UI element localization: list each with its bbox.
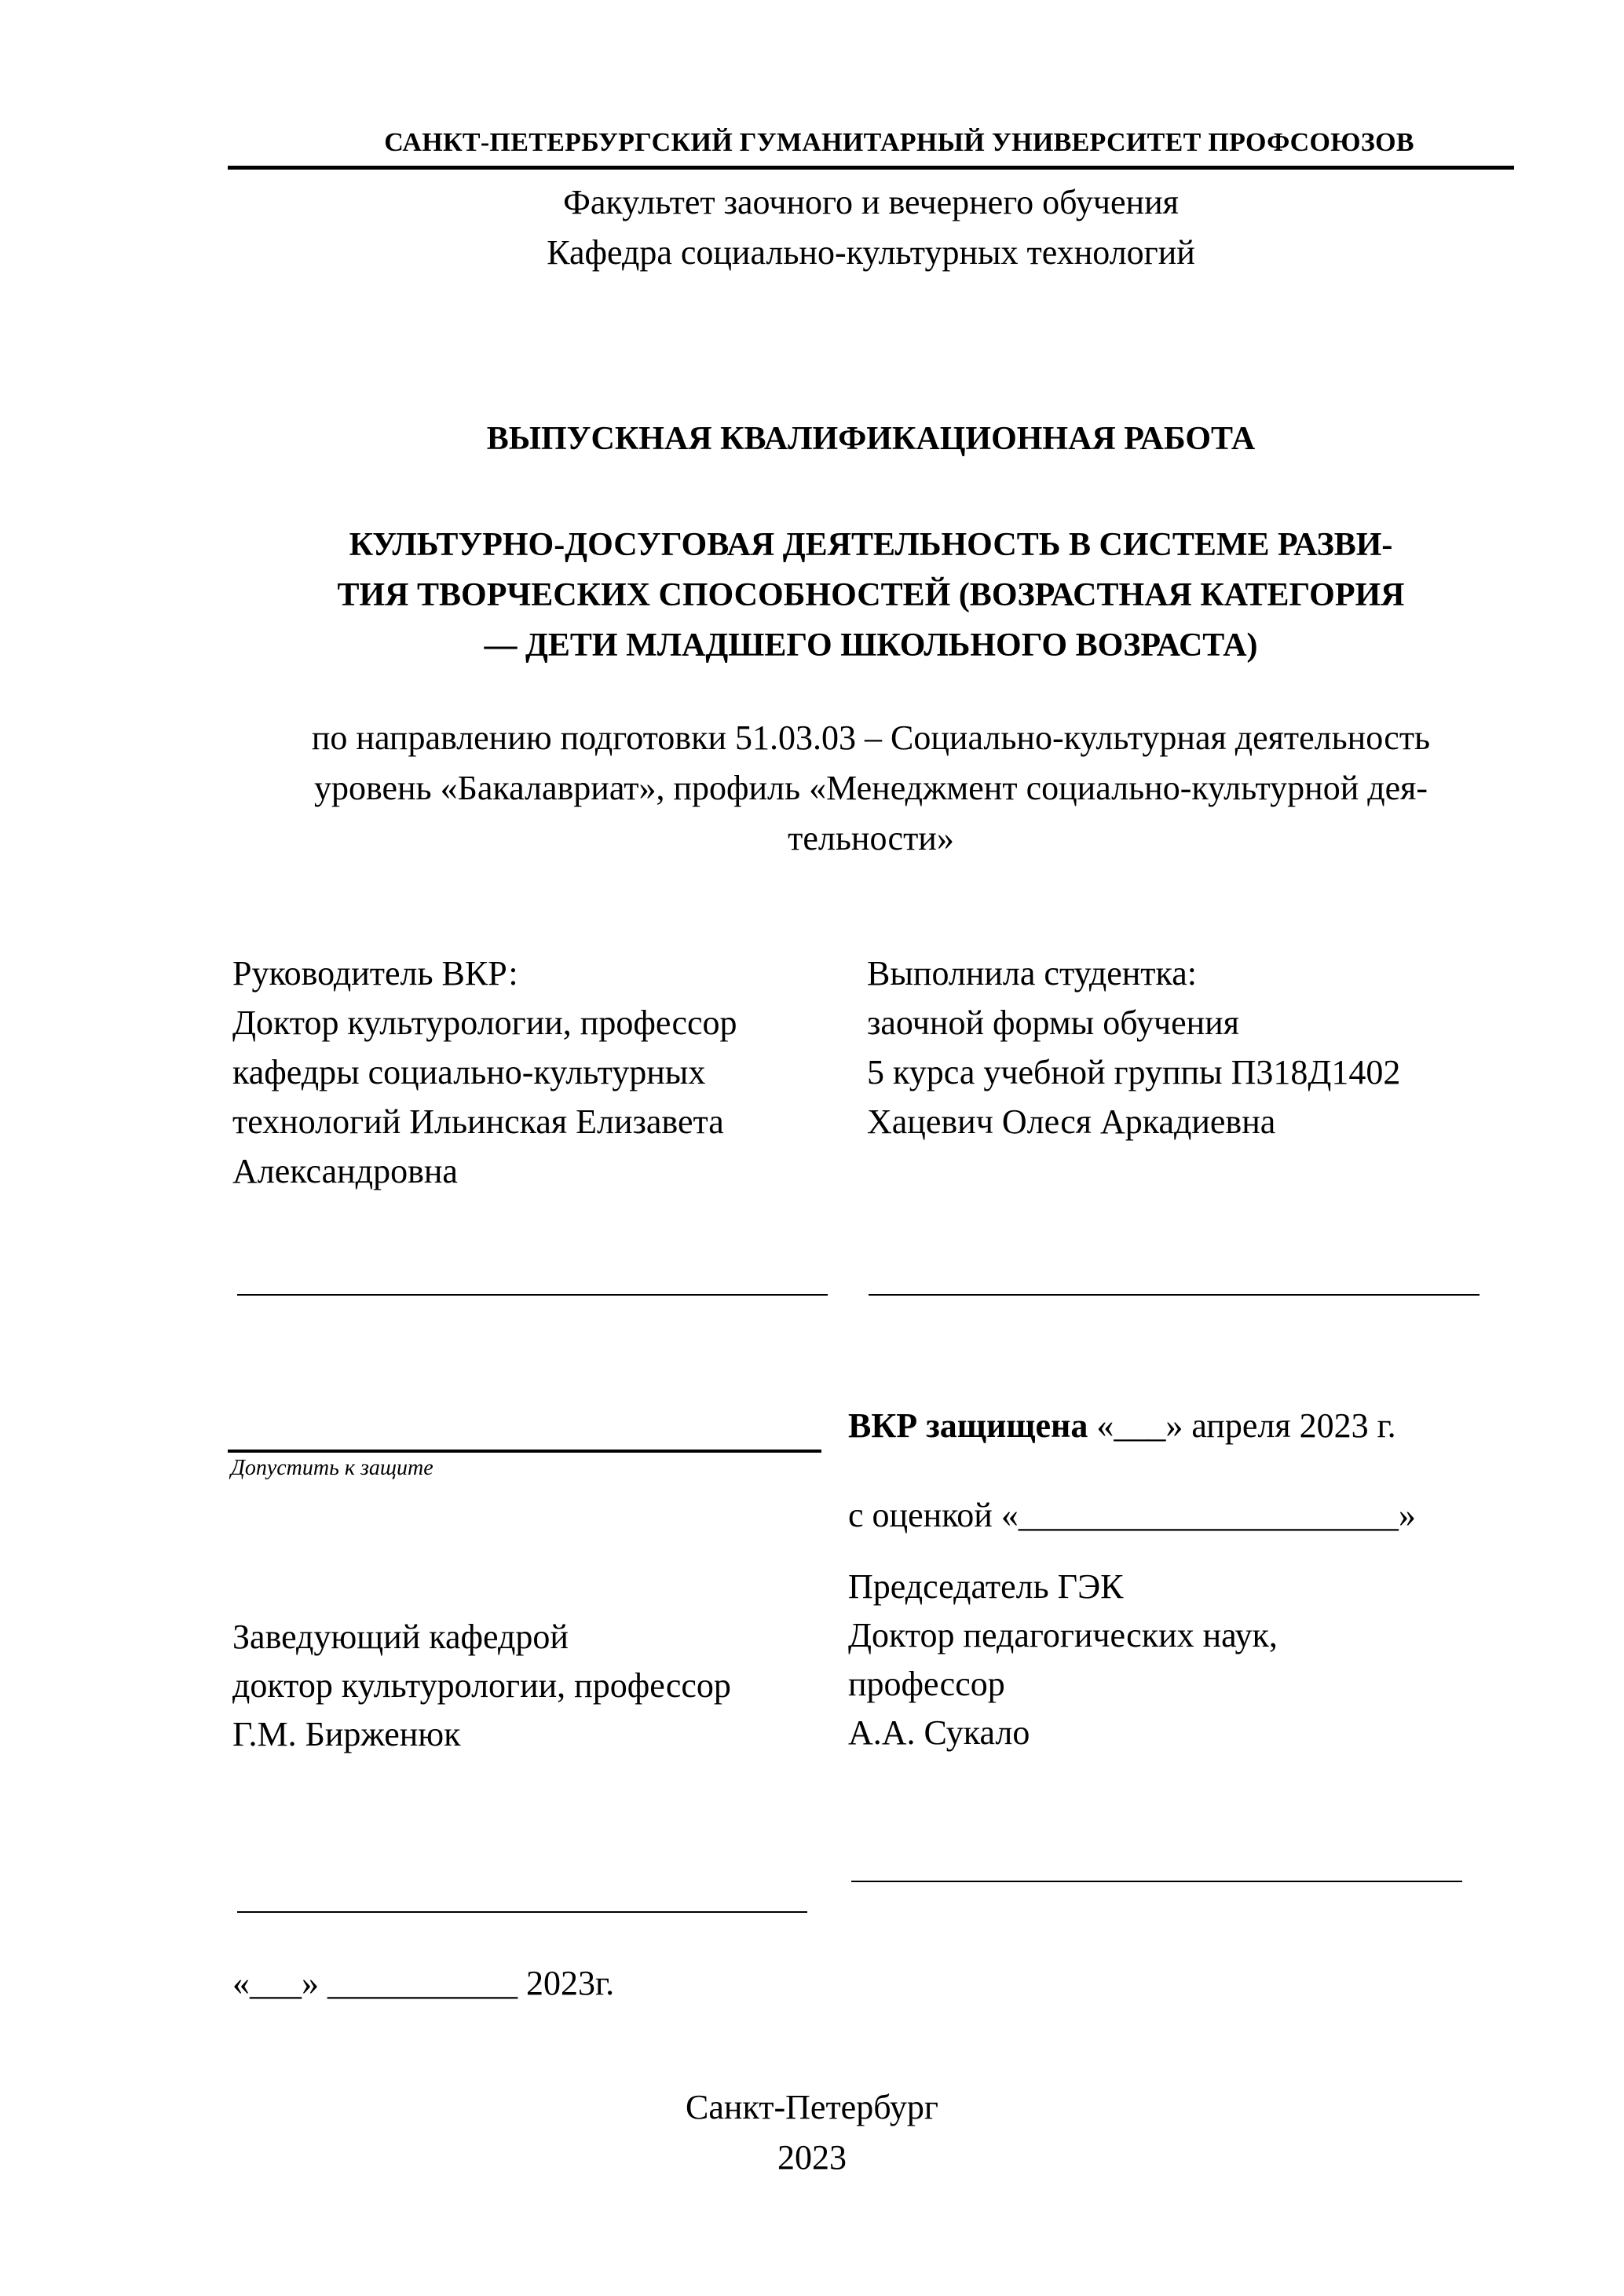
header-divider xyxy=(228,166,1514,170)
supervisor-line: кафедры социально-культурных xyxy=(232,1053,706,1091)
faculty-name: Факультет заочного и вечернего обучения xyxy=(563,183,1179,221)
chairman-line: профессор xyxy=(848,1665,1005,1703)
defense-label: ВКР защищена xyxy=(848,1406,1088,1445)
head-line: доктор культурологии, профессор xyxy=(232,1666,731,1705)
defense-date: «___» апреля 2023 г. xyxy=(1088,1406,1396,1445)
thesis-topic xyxy=(228,520,1514,671)
footer-year: 2023 xyxy=(777,2138,847,2177)
chairman-line: Председатель ГЭК xyxy=(848,1567,1124,1606)
head-line: Заведующий кафедрой xyxy=(232,1618,569,1656)
chairman-signature-line xyxy=(851,1881,1462,1882)
supervisor-line: технологий Ильинская Елизавета xyxy=(232,1102,724,1141)
footer xyxy=(0,2082,1624,2183)
footer-city: Санкт-Петербург xyxy=(686,2088,938,2126)
topic-line: КУЛЬТУРНО-ДОСУГОВАЯ ДЕЯТЕЛЬНОСТЬ В СИСТЕМЕ РАЗВИ- xyxy=(349,527,1393,563)
student-line: Выполнила студентка: xyxy=(867,954,1197,993)
defense-grade: с оценкой «______________________» xyxy=(848,1496,1416,1534)
date-line: «___» ___________ 2023г. xyxy=(232,1964,615,2002)
faculty-block xyxy=(228,177,1514,278)
supervisor-signature-line xyxy=(237,1294,828,1296)
supervisor-line: Руководитель ВКР: xyxy=(232,954,518,993)
chairman-line: Доктор педагогических наук, xyxy=(848,1616,1278,1654)
direction-line: тельности» xyxy=(788,819,954,857)
work-type-title: ВЫПУСКНАЯ КВАЛИФИКАЦИОННАЯ РАБОТА xyxy=(486,421,1256,457)
supervisor-line: Александровна xyxy=(232,1152,458,1190)
direction-line: по направлению подготовки 51.03.03 – Социально-культурная деятельность xyxy=(311,718,1431,757)
topic-line: — ДЕТИ МЛАДШЕГО ШКОЛЬНОГО ВОЗРАСТА) xyxy=(484,627,1258,664)
student-signature-line xyxy=(869,1294,1480,1296)
supervisor-block xyxy=(232,949,737,1196)
chairman-line: А.А. Сукало xyxy=(848,1713,1030,1752)
university-name: САНКТ-ПЕТЕРБУРГСКИЙ ГУМАНИТАРНЫЙ УНИВЕРСИТЕТ ПРОФСОЮЗОВ xyxy=(384,128,1414,157)
topic-line: ТИЯ ТВОРЧЕСКИХ СПОСОБНОСТЕЙ (ВОЗРАСТНАЯ КАТЕГОРИЯ xyxy=(337,577,1405,613)
student-line: Хацевич Олеся Аркадиевна xyxy=(867,1102,1276,1141)
supervisor-line: Доктор культурологии, профессор xyxy=(232,1004,737,1042)
student-block xyxy=(867,949,1400,1146)
student-line: заочной формы обучения xyxy=(867,1004,1239,1042)
head-signature-line xyxy=(237,1911,807,1913)
head-of-department-block xyxy=(232,1613,731,1759)
study-direction xyxy=(228,713,1514,864)
head-line: Г.М. Бирженюк xyxy=(232,1715,461,1753)
admission-signature-line xyxy=(228,1450,821,1453)
chairman-block xyxy=(848,1563,1278,1757)
defense-status xyxy=(848,1401,1396,1450)
admission-label: Допустить к защите xyxy=(231,1456,433,1480)
direction-line: уровень «Бакалавриат», профиль «Менеджмент социально-культурной дея- xyxy=(313,769,1428,807)
department-name: Кафедра социально-культурных технологий xyxy=(547,233,1195,272)
student-line: 5 курса учебной группы П318Д1402 xyxy=(867,1053,1401,1091)
